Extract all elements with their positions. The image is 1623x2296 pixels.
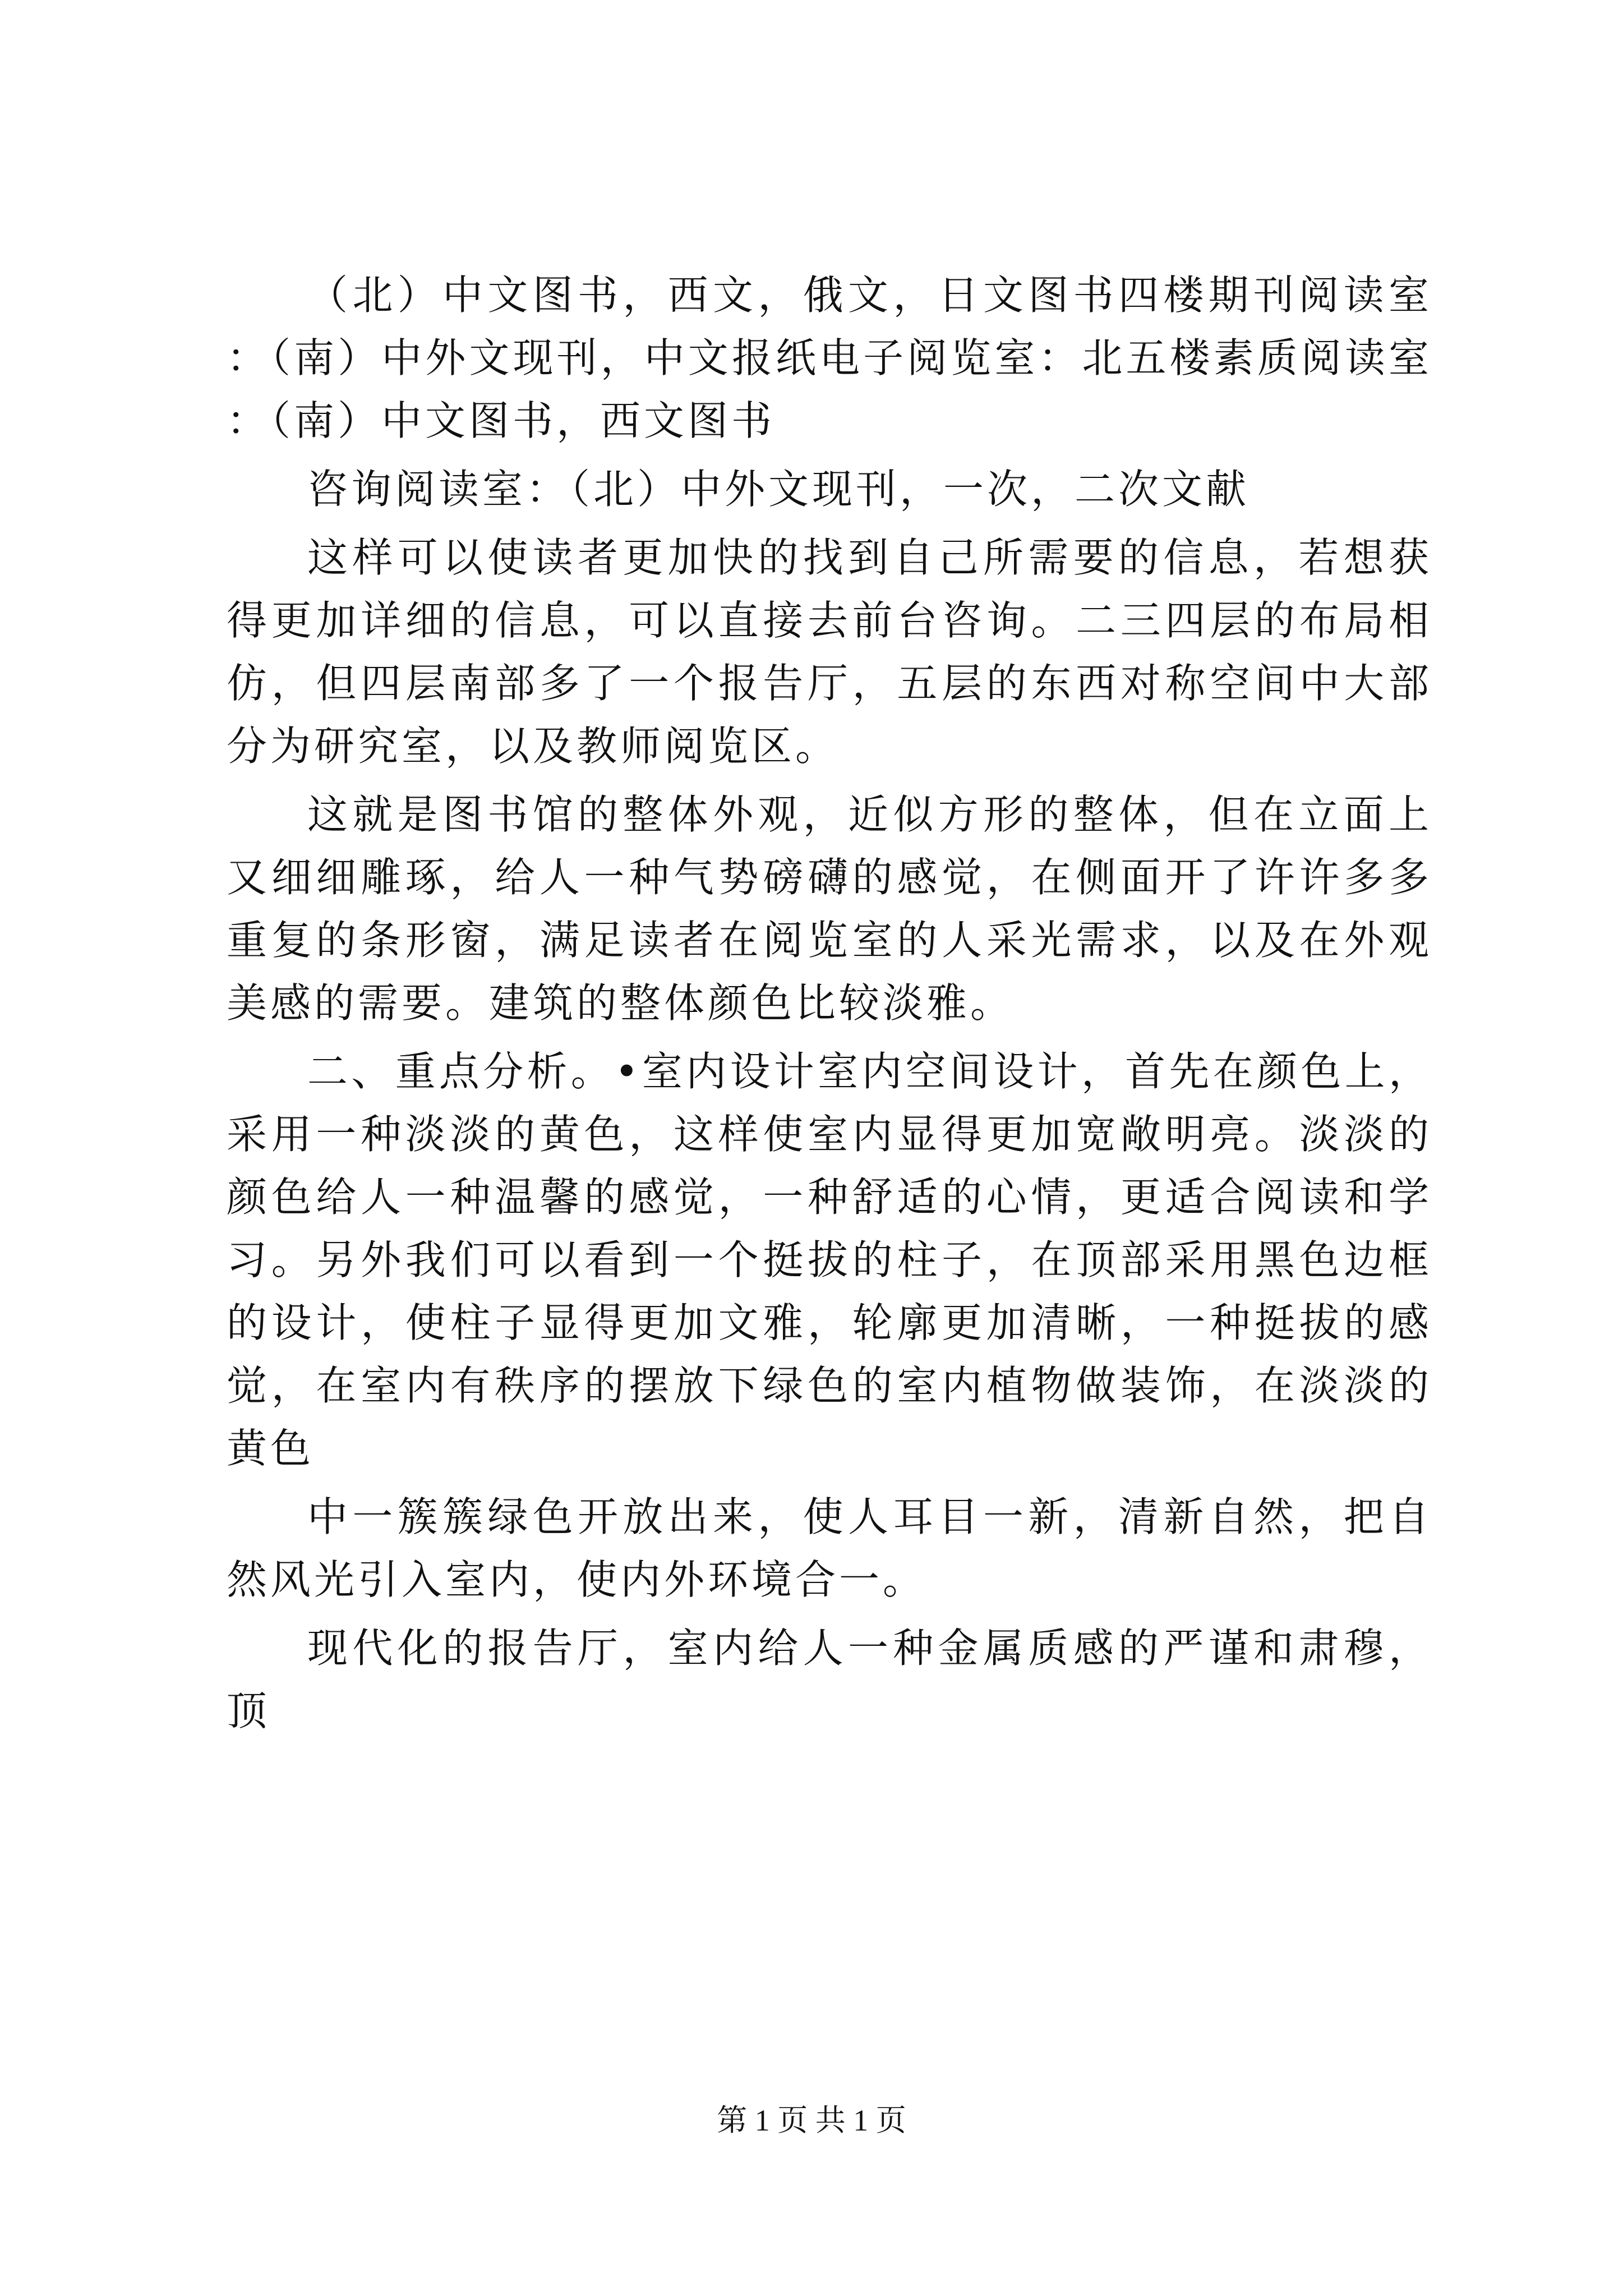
paragraph-3: 这样可以使读者更加快的找到自己所需要的信息，若想获得更加详细的信息，可以直接去前台咨询。二三四层的布局相仿，但四层南部多了一个报告厅，五层的东西对称空间中大部分为研究室，以及教师阅览区。 bbox=[227, 534, 1432, 770]
page-number-footer: 第 1 页 共 1 页 bbox=[717, 2104, 906, 2137]
paragraph-6: 中一簇簇绿色开放出来，使人耳目一新，清新自然，把自然风光引入室内，使内外环境合一。 bbox=[227, 1493, 1432, 1603]
paragraph-1: （北）中文图书，西文，俄文，日文图书四楼期刊阅读室：（南）中外文现刊，中文报纸电子阅览室：北五楼素质阅读室：（南）中文图书，西文图书 bbox=[227, 272, 1432, 444]
paragraph-4: 这就是图书馆的整体外观，近似方形的整体，但在立面上又细细雕琢，给人一种气势磅礴的感觉，在侧面开了许许多多重复的条形窗，满足读者在阅览室的人采光需求，以及在外观美感的需要。建筑的整体颜色比较淡雅。 bbox=[227, 791, 1432, 1027]
paragraph-5: 二、重点分析。•室内设计室内空间设计，首先在颜色上，采用一种淡淡的黄色，这样使室内显得更加宽敞明亮。淡淡的颜色给人一种温馨的感觉，一种舒适的心情，更适合阅读和学习。另外我们可以看到一个挺拔的柱子，在顶部采用黑色边框的设计，使柱子显得更加文雅，轮廓更加清晰，一种挺拔的感觉，在室内有秩序的摆放下绿色的室内植物做装饰，在淡淡的黄色 bbox=[227, 1048, 1432, 1472]
paragraph-2: 咨询阅读室：（北）中外文现刊，一次，二次文献 bbox=[307, 466, 1250, 513]
document-body bbox=[227, 264, 1432, 1742]
paragraph-7: 现代化的报告厅，室内给人一种金属质感的严谨和肃穆，顶 bbox=[227, 1625, 1432, 1734]
